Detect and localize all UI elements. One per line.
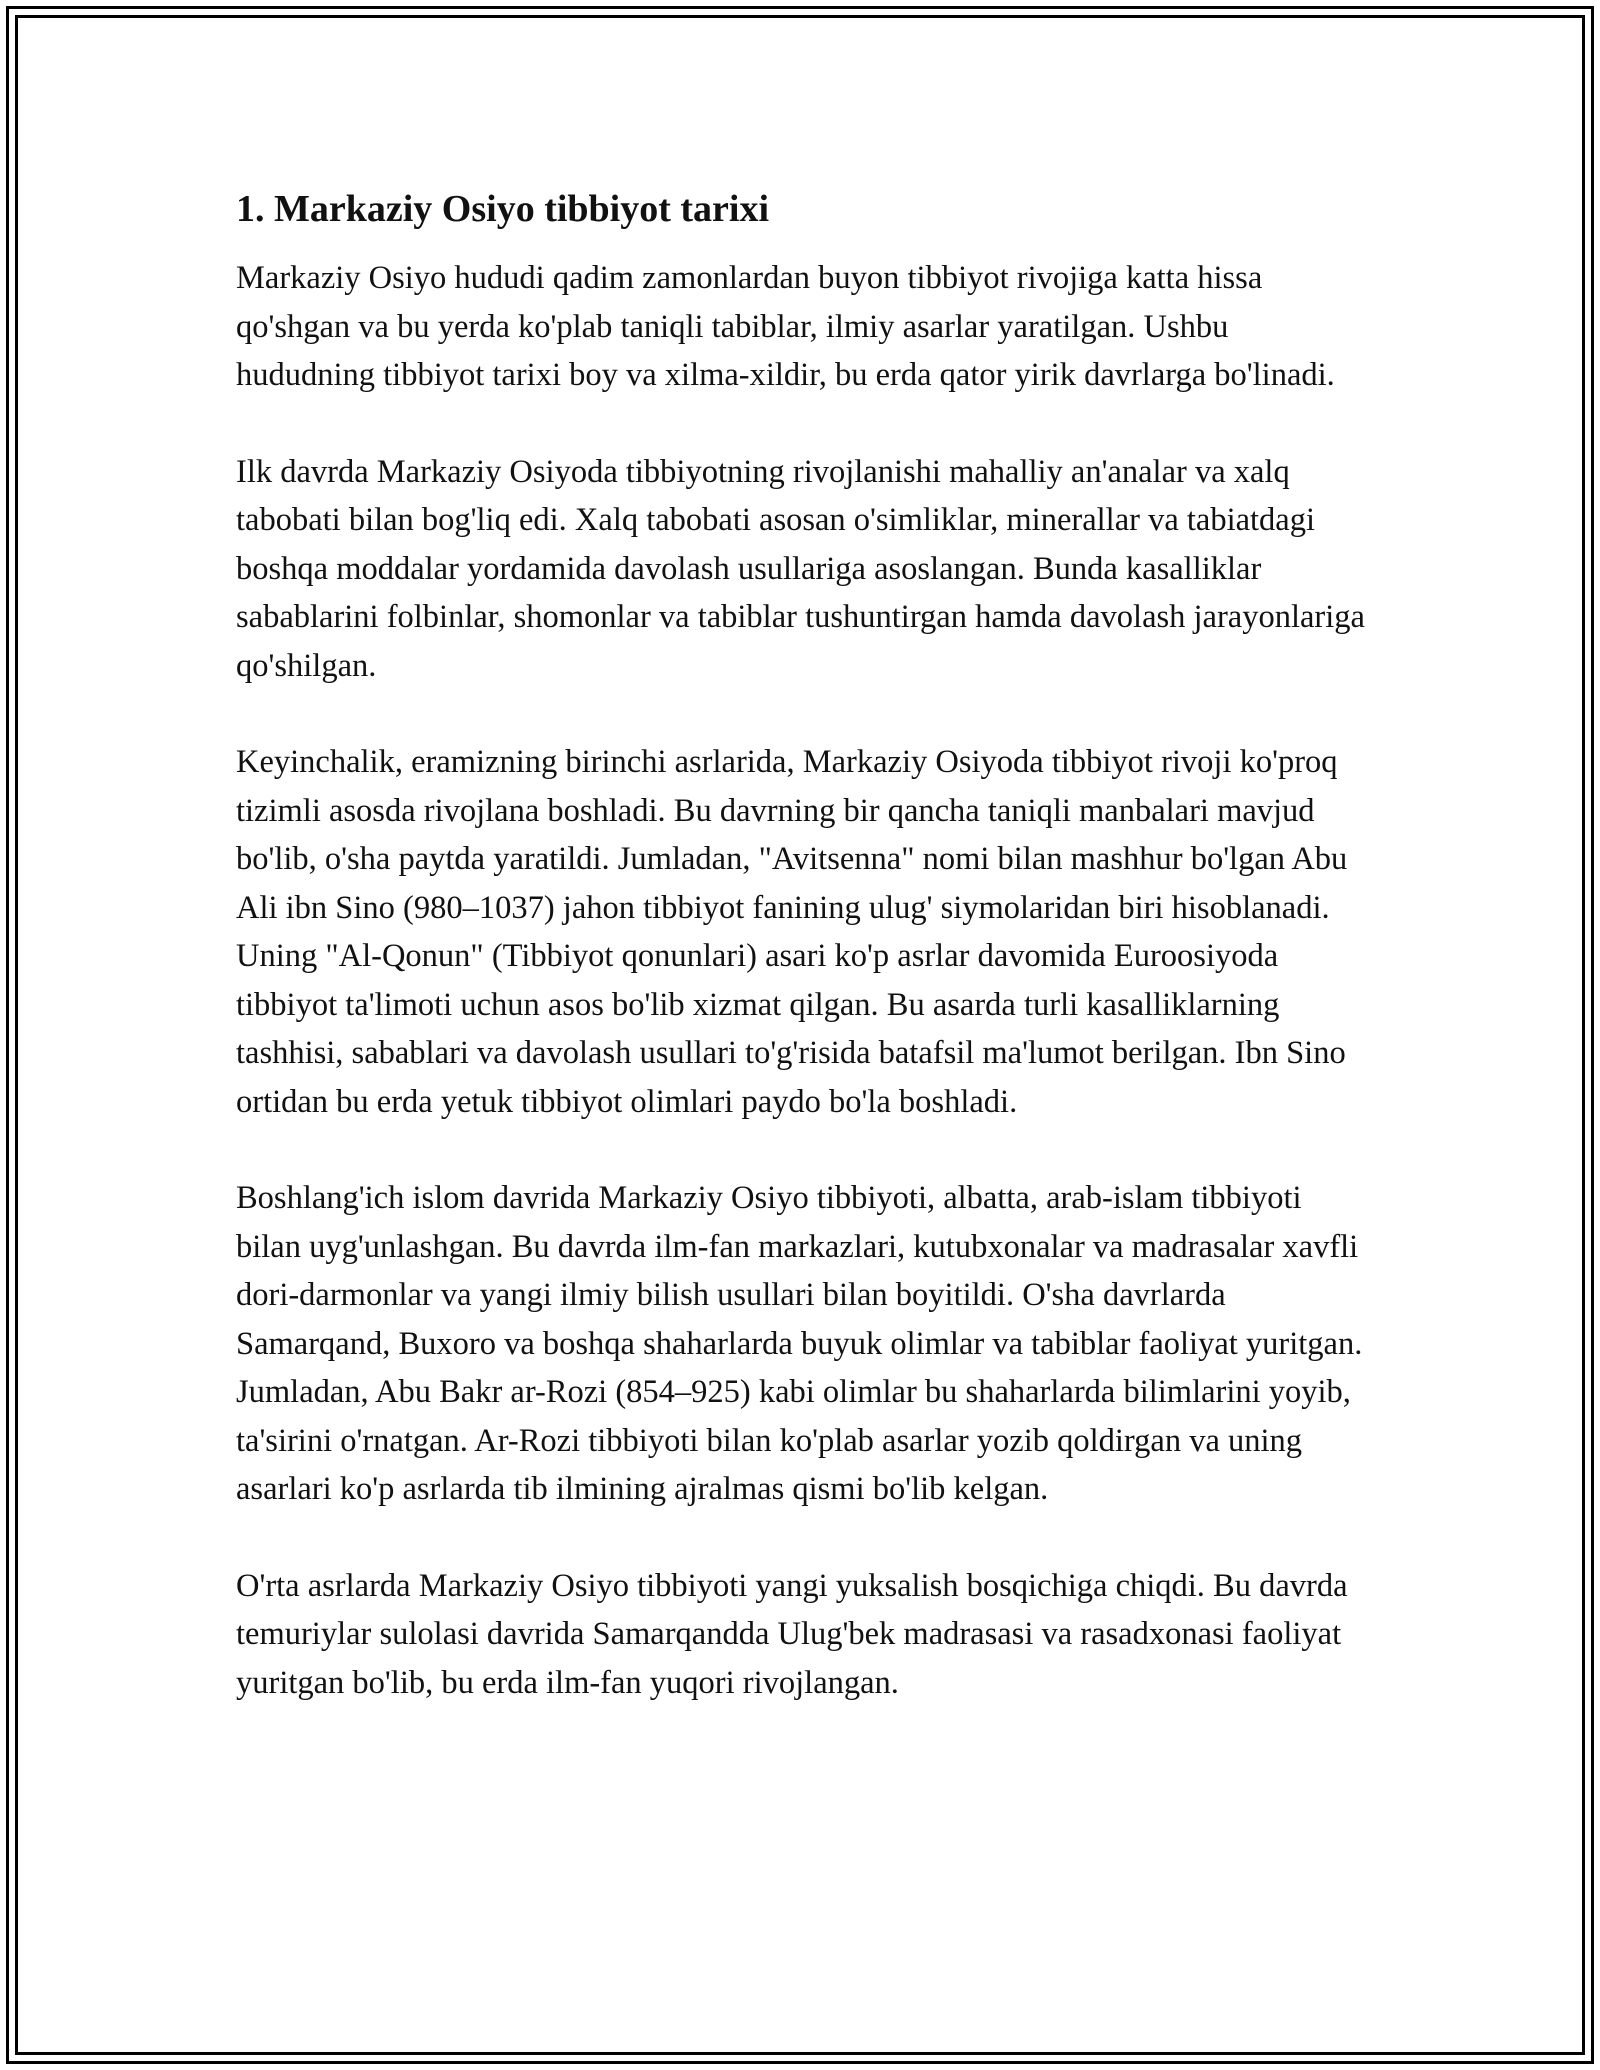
paragraph-3: Keyinchalik, eramizning birinchi asrlarida, Markaziy Osiyoda tibbiyot rivoji ko'proq tizimli asosda rivojlana boshladi. Bu davrning bir qancha taniqli manbalari mavjud bo'lib, o'sha paytda yaratildi. Jumladan, "Avitsenna" nomi bilan mashhur bo'lgan Abu Ali ibn Sino (980–1037) jahon tibbiyot fanining ulug' siymolaridan biri hisoblanadi. Uning "Al-Qonun" (Tibbiyot qonunlari) asari ko'p asrlar davomida Euroosiyoda tibbiyot ta'limoti uchun asos bo'lib xizmat qilgan. Bu asarda turli kasalliklarning tashhisi, sabablari va davolash usullari to'g'risida batafsil ma'lumot berilgan. Ibn Sino ortidan bu erda yetuk tibbiyot olimlari paydo bo'la boshladi. <box>236 744 1348 1120</box>
paragraph-1: Markaziy Osiyo hududi qadim zamonlardan buyon tibbiyot rivojiga katta hissa qo'shgan va bu yerda ko'plab taniqli tabiblar, ilmiy asarlar yaratilgan. Ushbu hududning tibbiyot tarixi boy va xilma-xildir, bu erda qator yirik davrlarga bo'linadi. <box>236 260 1335 393</box>
section-heading: 1. Markaziy Osiyo tibbiyot tarixi <box>236 188 770 230</box>
paragraph-4: Boshlang'ich islom davrida Markaziy Osiyo tibbiyoti, albatta, arab-islam tibbiyoti bilan uyg'unlashgan. Bu davrda ilm-fan markazlari, kutubxonalar va madrasalar xavfli dori-darmonlar va yangi ilmiy bilish usullari bilan boyitildi. O'sha davrlarda Samarqand, Buxoro va boshqa shaharlarda buyuk olimlar va tabiblar faoliyat yuritgan. Jumladan, Abu Bakr ar-Rozi (854–925) kabi olimlar bu shaharlarda bilimlarini yoyib, ta'sirini o'rnatgan. Ar-Rozi tibbiyoti bilan ko'plab asarlar yozib qoldirgan va uning asarlari ko'p asrlarda tib ilmining ajralmas qismi bo'lib kelgan. <box>236 1180 1363 1507</box>
document-body <box>236 186 1366 1755</box>
paragraph-2: Ilk davrda Markaziy Osiyoda tibbiyotning rivojlanishi mahalliy an'analar va xalq tabobati bilan bog'liq edi. Xalq tabobati asosan o'simliklar, minerallar va tabiatdagi boshqa moddalar yordamida davolash usullariga asoslangan. Bunda kasalliklar sabablarini folbinlar, shomonlar va tabiblar tushuntirgan hamda davolash jarayonlariga qo'shilgan. <box>236 453 1365 684</box>
paragraph-5: O'rta asrlarda Markaziy Osiyo tibbiyoti yangi yuksalish bosqichiga chiqdi. Bu davrda temuriylar sulolasi davrida Samarqandda Ulug'bek madrasasi va rasadxonasi faoliyat yuritgan bo'lib, bu erda ilm-fan yuqori rivojlangan. <box>236 1567 1348 1701</box>
